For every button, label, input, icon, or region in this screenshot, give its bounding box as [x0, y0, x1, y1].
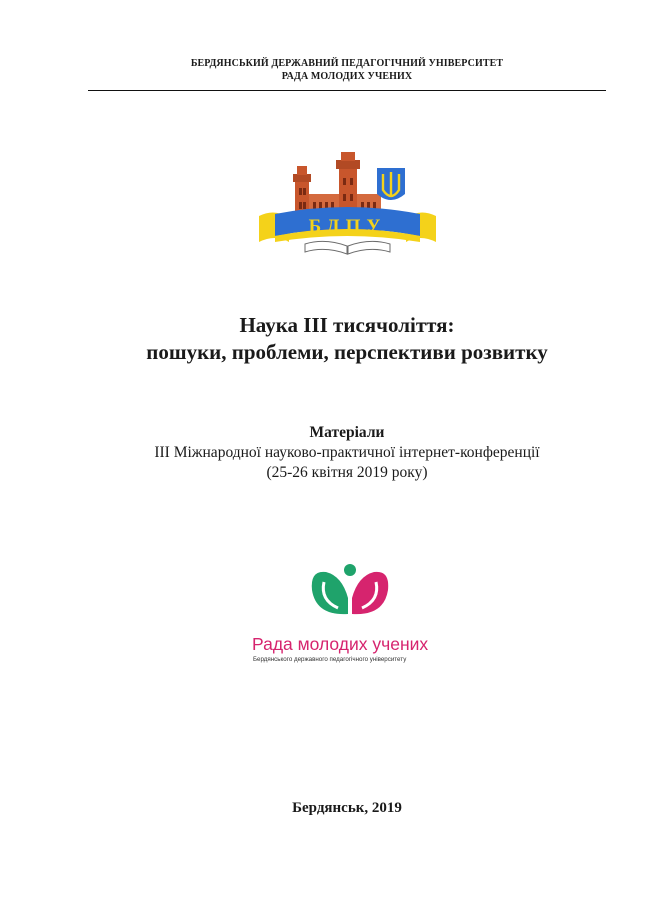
conference-dates: (25-26 квітня 2019 року) — [266, 464, 428, 481]
city-and-year: Бердянськ, 2019 — [292, 800, 402, 816]
conference-name: ІІІ Міжнародної науково-практичної інтернет-конференції — [154, 444, 540, 461]
university-header — [0, 57, 648, 83]
materials-label: Матеріали — [309, 424, 385, 441]
conference-title — [0, 312, 648, 366]
trident-icon — [377, 168, 405, 200]
open-book-icon — [305, 241, 390, 254]
bdpu-logo-text: БДПУ — [308, 216, 387, 237]
title-line-1: Наука ІІІ тисячоліття: — [239, 313, 455, 337]
proceedings-info — [0, 423, 648, 483]
title-line-2: пошуки, проблеми, перспективи розвитку — [146, 340, 548, 364]
council-name: РАДА МОЛОДИХ УЧЕНИХ — [281, 71, 413, 82]
young-scientists-council-logo — [250, 560, 450, 670]
rmu-logo-subtitle: Бердянського державного педагогічного університету — [253, 656, 407, 663]
rmu-logo-name: Рада молодих учених — [252, 634, 429, 654]
rmu-emblem-icon — [312, 564, 388, 614]
ribbon-banner — [259, 207, 436, 242]
header-divider — [88, 90, 606, 91]
university-name: БЕРДЯНСЬКИЙ ДЕРЖАВНИЙ ПЕДАГОГІЧНИЙ УНІВЕРСИТЕТ — [190, 58, 504, 69]
bdpu-logo — [255, 150, 440, 260]
